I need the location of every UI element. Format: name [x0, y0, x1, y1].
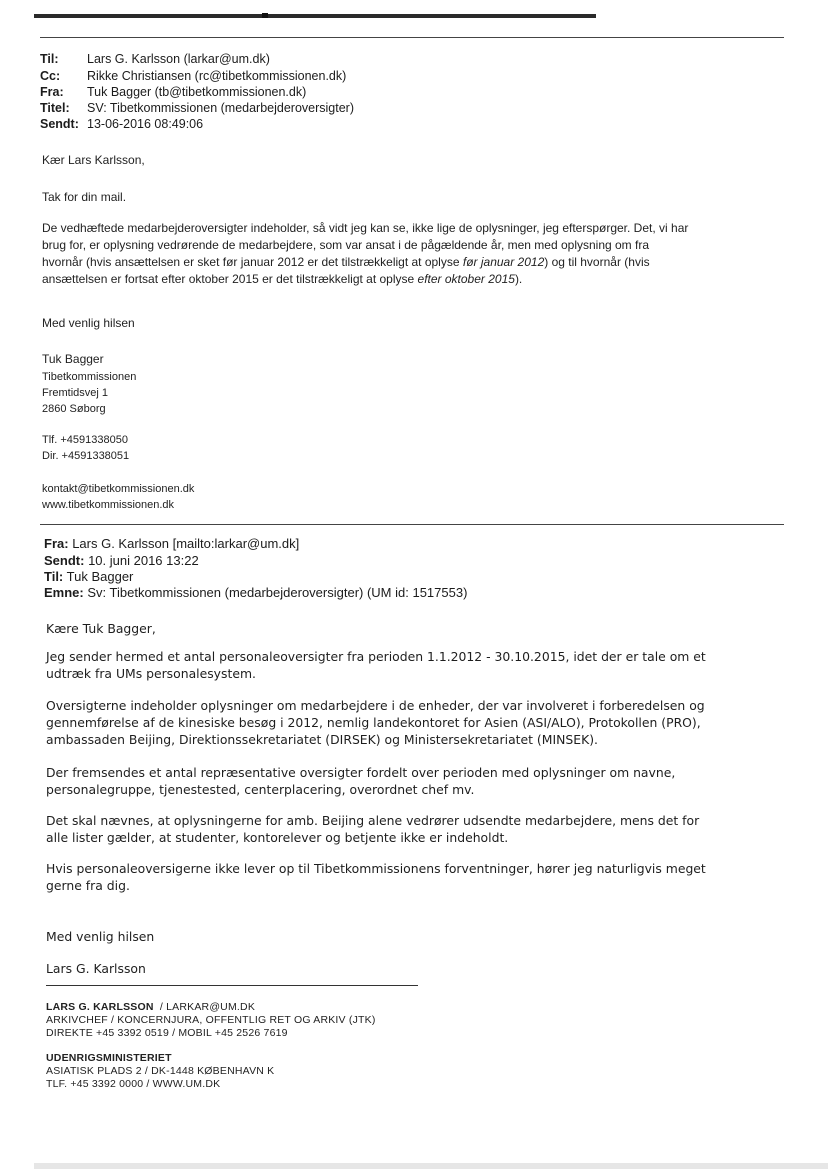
sender-name: Tuk Bagger — [42, 352, 104, 366]
header-cc — [40, 69, 346, 84]
body-line-1: De vedhæftede medarbejderoversigter indeholder, så vidt jeg kan se, ikke lige de oplysninger, jeg efterspørger. Det, vi har — [42, 221, 689, 235]
contact-email: kontakt@tibetkommissionen.dk — [42, 483, 195, 495]
header-from-value: Tuk Bagger (tb@tibetkommissionen.dk) — [87, 85, 307, 99]
sender-direct-phone: Dir. +4591338051 — [42, 450, 130, 462]
body-line-4-em: efter oktober 2015 — [417, 272, 515, 286]
organisation-address: ASIATISK PLADS 2 / DK-1448 KØBENHAVN K — [46, 1065, 275, 1077]
quoted-closing: Med venlig hilsen — [46, 929, 155, 944]
sender-street: Fremtidsvej 1 — [42, 387, 109, 399]
sender-phone: Tlf. +4591338050 — [42, 434, 128, 446]
signature-name: LARS G. KARLSSON — [46, 1001, 154, 1013]
organisation-phone: TLF. +45 3392 0000 / WWW.UM.DK — [46, 1078, 221, 1090]
quoted-sender-name: Lars G. Karlsson — [46, 961, 146, 976]
sender-city: 2860 Søborg — [42, 403, 106, 415]
organisation-name — [46, 1052, 172, 1065]
organisation-name-text: UDENRIGSMINISTERIET — [46, 1052, 172, 1064]
quoted-p2-l2: gennemførelse af de kinesiske besøg i 2012, nemlig landekontoret for Asien (ASI/ALO), Protokollen (PRO), — [46, 715, 701, 730]
quoted-divider — [40, 524, 784, 525]
quoted-subject-value: Sv: Tibetkommissionen (medarbejderoversigter) (UM id: 1517553) — [87, 585, 468, 600]
quoted-p5-l1: Hvis personaleoversigerne ikke lever op til Tibetkommissionens forventninger, hører jeg naturligvis meget — [46, 861, 706, 876]
quoted-p2-l3: ambassaden Beijing, Direktionssekretariatet (DIRSEK) og Ministersekretariatet (MINSEK). — [46, 732, 598, 747]
header-from — [40, 85, 306, 100]
quoted-from-label: Fra: — [44, 536, 69, 551]
signature-name-line — [46, 1001, 255, 1014]
signature-email: / LARKAR@UM.DK — [159, 1001, 256, 1013]
quoted-p5-l2: gerne fra dig. — [46, 878, 130, 893]
scan-top-bar — [34, 14, 596, 18]
quoted-sent-value: 10. juni 2016 13:22 — [88, 553, 199, 568]
sender-org: Tibetkommissionen — [42, 371, 137, 383]
header-divider — [40, 37, 784, 38]
quoted-p1-l1: Jeg sender hermed et antal personaleoversigter fra perioden 1.1.2012 - 30.10.2015, idet der er tale om et — [46, 649, 706, 664]
header-from-label: Fra: — [40, 85, 64, 99]
scan-bottom-edge — [34, 1163, 828, 1169]
quoted-p4-l1: Det skal nævnes, at oplysningerne for amb. Beijing alene vedrører udsendte medarbejdere, mens det for — [46, 813, 700, 828]
body-line-3-a: hvornår (hvis ansættelsen er sket før januar 2012 er det tilstrækkeligt at oplyse — [42, 255, 463, 269]
signature-divider — [46, 985, 418, 986]
quoted-to-value: Tuk Bagger — [66, 569, 134, 584]
website: www.tibetkommissionen.dk — [42, 499, 175, 511]
header-to-value: Lars G. Karlsson (larkar@um.dk) — [87, 52, 270, 66]
quoted-sent — [44, 553, 199, 569]
signature-phones: DIREKTE +45 3392 0519 / MOBIL +45 2526 7619 — [46, 1027, 288, 1039]
closing: Med venlig hilsen — [42, 316, 135, 330]
header-title-label: Titel: — [40, 101, 70, 115]
header-cc-value: Rikke Christiansen (rc@tibetkommissionen.dk) — [87, 69, 347, 83]
body-line-3 — [42, 254, 650, 271]
body-line-3-b: ) og til hvornår (hvis — [544, 255, 650, 269]
header-to-label: Til: — [40, 52, 59, 66]
body-line-4-a: ansættelsen er fortsat efter oktober 2015 er det tilstrækkeligt at oplyse — [42, 272, 418, 286]
quoted-subject-label: Emne: — [44, 585, 84, 600]
body-line-2: brug for, er oplysning vedrørende de medarbejdere, som var ansat i de pågældende år, men med oplysning om fra — [42, 238, 650, 252]
quoted-sent-label: Sendt: — [44, 553, 85, 568]
header-sent-label: Sendt: — [40, 117, 79, 131]
quoted-p3-l2: personalegruppe, tjenestested, centerplacering, overordnet chef mv. — [46, 782, 475, 797]
greeting: Kær Lars Karlsson, — [42, 153, 145, 167]
quoted-p4-l2: alle lister gælder, at studenter, kontorelever og betjente ikke er indeholdt. — [46, 830, 509, 845]
header-sent — [40, 117, 203, 132]
signature-title: ARKIVCHEF / KONCERNJURA, OFFENTLIG RET OG ARKIV (JTK) — [46, 1014, 376, 1026]
body-line-4 — [42, 271, 522, 288]
quoted-p2-l1: Oversigterne indeholder oplysninger om medarbejdere i de enheder, der var involveret i forberedelsen og — [46, 698, 705, 713]
quoted-to-label: Til: — [44, 569, 64, 584]
header-to — [40, 52, 270, 67]
header-title — [40, 101, 354, 116]
quoted-to — [44, 569, 133, 585]
header-cc-label: Cc: — [40, 69, 61, 83]
quoted-greeting: Kære Tuk Bagger, — [46, 621, 156, 636]
thanks-line: Tak for din mail. — [42, 190, 127, 204]
quoted-p1-l2: udtræk fra UMs personalesystem. — [46, 666, 256, 681]
quoted-p3-l1: Der fremsendes et antal repræsentative oversigter fordelt over perioden med oplysninger om navne, — [46, 765, 676, 780]
quoted-from-value: Lars G. Karlsson [mailto:larkar@um.dk] — [72, 536, 300, 551]
header-title-value: SV: Tibetkommissionen (medarbejderoversigter) — [87, 101, 355, 115]
header-sent-value: 13-06-2016 08:49:06 — [87, 117, 204, 131]
body-line-3-em: før januar 2012 — [462, 255, 545, 269]
quoted-subject — [44, 585, 467, 601]
body-line-4-b: ). — [514, 272, 523, 286]
quoted-from — [44, 536, 299, 552]
scan-top-mark — [262, 13, 268, 18]
